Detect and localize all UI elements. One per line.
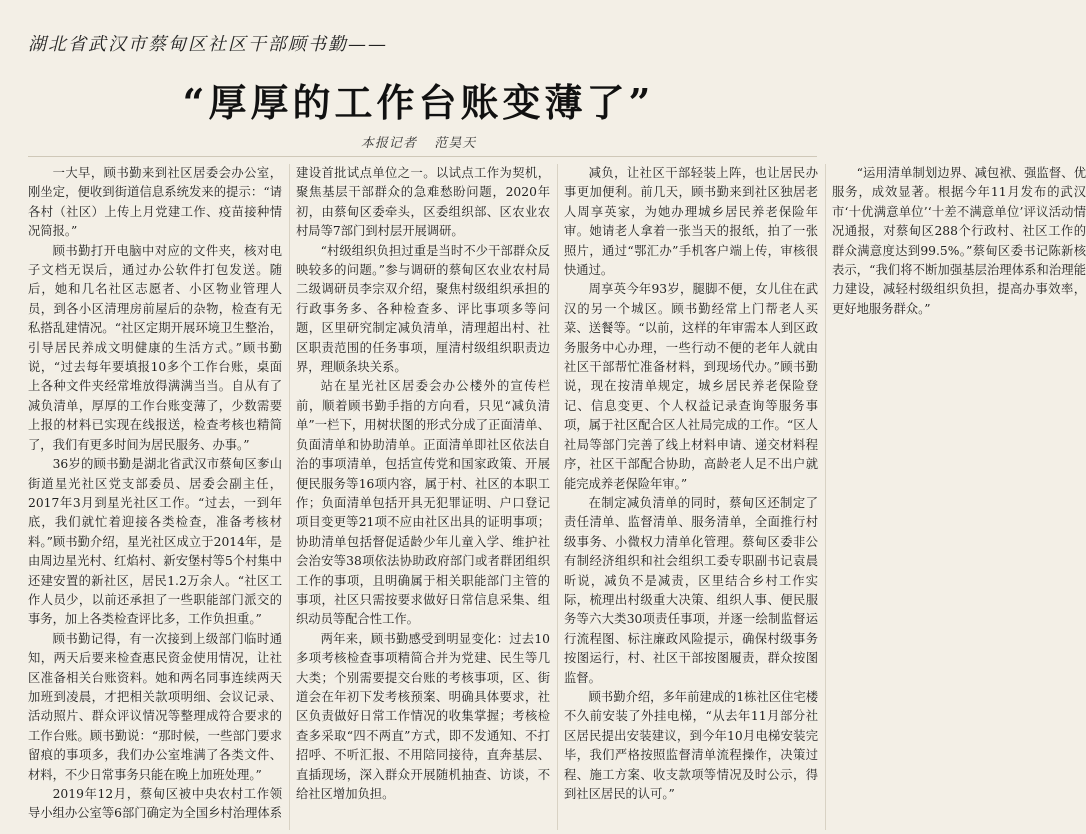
article-paragraph: 两年来，顾书勤感受到明显变化：过去10多项考核检查事项精简合并为党建、民生等几大类；个别需要提交台账的考核事项，区、街道会在年初下发考核预案、明确具体要求，社区负责做好日常工作情况的收集掌握；考核检查多采取“四不两直”方式，即不发通知、不打招呼、不听汇报、不用陪同接待，直奔基层、直插现场，深入群众开展随机抽查、访谈，不给社区增加负担。 <box>296 631 550 801</box>
article-body <box>28 164 1086 830</box>
article-byline <box>0 132 837 151</box>
article-paragraph: 一大早，顾书勤来到社区居委会办公室，刚坐定，便收到街道信息系统发来的提示：“请各村（社区）上传上月党建工作、疫苗接种情况简报。” <box>28 166 282 239</box>
byline-name: 范昊天 <box>434 136 477 151</box>
article-paragraph: 站在星光社区居委会办公楼外的宣传栏前，顺着顾书勤手指的方向看，只见“减负清单”一栏下，用树状图的形式分成了正面清单、负面清单和协助清单。正面清单即社区依法自治的事项清单，包括宣传党和国家政策、开展便民服务等16项内容，属于村、社区的本职工作；负面清单包括开具无犯罪证明、户口登记项目变更等21项不应由社区出具的证明事项；协助清单包括督促适龄少年儿童入学、维护社会治安等38项依法协助政府部门或者群团组织工作的事项，且明确属于相关职能部门主管的事项，社区只需按要求做好日常信息采集、组织动员等配合性工作。 <box>296 379 550 627</box>
article-paragraph: 减负，让社区干部轻装上阵，也让居民办事更加便利。前几天，顾书勤来到社区独居老人周享英家，为她办理城乡居民养老保险年审。她请老人拿着一张当天的报纸，拍了一张照片，通过“鄂汇办”手机客户端上传，审核很快通过。 <box>564 166 818 278</box>
article-paragraph: 顾书勤介绍，多年前建成的1栋社区住宅楼不久前安装了外挂电梯，“从去年11月部分社区居民提出安装建议，到今年10月电梯安装完毕，我们严格按照监督清单流程操作，决策过程、施工方案、收支款项等情况及时公示，得到社区居民的认可。” <box>564 689 818 801</box>
header-divider <box>28 156 817 157</box>
article-paragraph: 顾书勤打开电脑中对应的文件夹，核对电子文档无误后，通过办公软件打包发送。随后，她和几名社区志愿者、小区物业管理人员，到各小区清理房前屋后的杂物，检查有无私搭乱建情况。“社区定期开展环境卫生整治，引导居民养成文明健康的生活方式。”顾书勤说，“过去每年要填报10多个工作台账，桌面上各种文件夹经常堆放得满满当当。自从有了减负清单，厚厚的工作台账变薄了，少数需要上报的材料已实现在线报送，检查考核也精简了，我们有更多时间为居民服务、办事。” <box>28 243 282 452</box>
article-paragraph: 2019年12月，蔡甸区被中央农村工作领导小组办公室等6部门确定为全国乡村治理体系建设首批试点单位之一。以试点工作为契机，聚焦基层干部群众的急难愁盼问题，2020年初，由蔡甸区委牵头，区委组织部、区农业农村局等7部门到村层开展调研。 <box>28 166 550 821</box>
byline-role: 本报记者 <box>360 136 417 151</box>
article-headline: “厚厚的工作台账变薄了” <box>182 80 655 125</box>
article-paragraph: 在制定减负清单的同时，蔡甸区还制定了责任清单、监督清单、服务清单，全面推行村级事务、小微权力清单化管理。蔡甸区委非公有制经济组织和社会组织工委专职副书记袁晨昕说，减负不是减责，区里结合乡村工作实际，梳理出村级重大决策、组织人事、便民服务等六大类30项责任事项，并逐一绘制监督运行流程图、标注廉政风险提示，确保村级事务按图运行，村、社区干部按图履责，群众按图监督。 <box>564 495 818 685</box>
article-paragraph: “村级组织负担过重是当时不少干部群众反映较多的问题。”参与调研的蔡甸区农业农村局二级调研员李宗双介绍，聚焦村级组织承担的行政事务多、各种检查多、评比事项多等问题，区里研究制定减负清单，清理超出村、社区职责范围的任务事项，厘清村级组织职责边界，理顺条块关系。 <box>296 243 550 375</box>
article-kicker: 湖北省武汉市蔡甸区社区干部顾书勤—— <box>28 34 388 55</box>
article-paragraph: 周享英今年93岁，腿脚不便，女儿住在武汉的另一个城区。顾书勤经常上门帮老人买菜、送餐等。“以前，这样的年审需本人到区政务服务中心办理，一些行动不便的老年人就由社区干部帮忙准备材料，到现场代办。”顾书勤说，现在按清单规定，城乡居民养老保险登记、信息变更、个人权益记录查询等服务事项，属于社区配合区人社局完成的工作。“区人社局等部门完善了线上材料申请、递交材料程序，社区干部配合协助，高龄老人足不出户就能完成养老保险年审。” <box>564 282 818 491</box>
article-paragraph: 顾书勤记得，有一次接到上级部门临时通知，两天后要来检查惠民资金使用情况，让社区准备相关台账资料。她和两名同事连续两天加班到凌晨，才把相关款项明细、会议记录、活动照片、群众评议情况等整理成符合要求的工作台账。顾书勤说：“那时候，一些部门要求留痕的事项多，我们办公室堆满了各类文件、材料，不少日常事务只能在晚上加班处理。” <box>28 631 282 782</box>
article-paragraph: 36岁的顾书勤是湖北省武汉市蔡甸区奓山街道星光社区党支部委员、居委会副主任，2017年3月到星光社区工作。“过去，一到年底，我们就忙着迎接各类检查，准备考核材料。”顾书勤介绍，星光社区成立于2014年，是由周边星光村、红焰村、新安堡村等5个村集中还建安置的新社区，居民1.2万余人。“社区工作人员少，以前还承担了一些职能部门派交的事务，加上各类检查评比多，工作负担重。” <box>28 457 282 627</box>
article-paragraph: “运用清单制划边界、减包袱、强监督、优服务，成效显著。根据今年11月发布的武汉市‘十优满意单位’‘十差不满意单位’评议活动情况通报，对蔡甸区288个行政村、社区工作的群众满意度达到99.5%。”蔡甸区委书记陈新核表示，“我们将不断加强基层治理体系和治理能力建设，减轻村级组织负担，提高办事效率，更好地服务群众。” <box>832 166 1086 316</box>
